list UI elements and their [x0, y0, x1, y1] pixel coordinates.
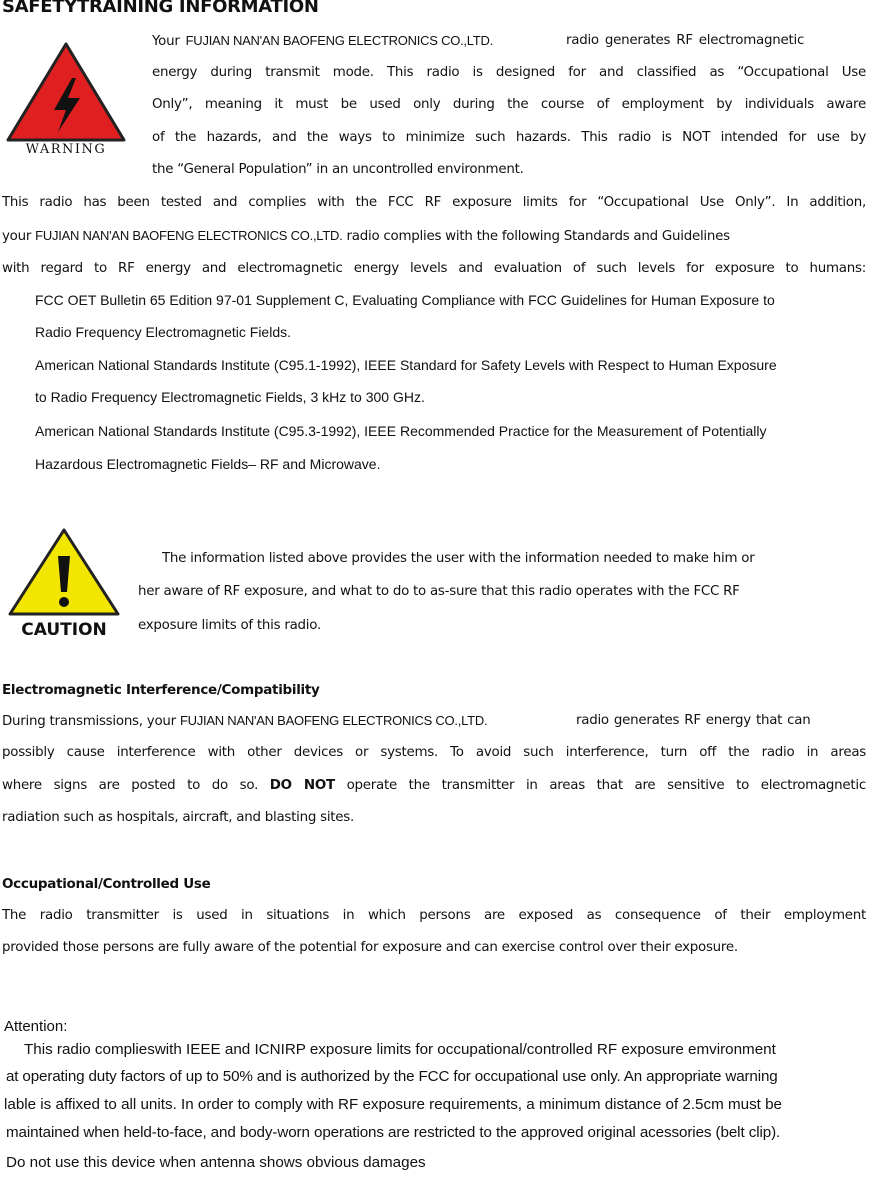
tested-your: your	[2, 229, 32, 244]
emi-line-3-end: operate the transmitter in areas that are sensitive to electromagnetic	[346, 778, 866, 793]
intro-line-3: Only”, meaning it must be used only during the course of employment by individuals aware	[152, 97, 866, 112]
occ-line-2: provided those persons are fully aware of the potential for exposure and can exercise control over their exposure.	[2, 940, 738, 955]
company-name: FUJIAN NAN'AN BAOFENG ELECTRONICS CO.,LTD.	[185, 33, 493, 48]
emi-line-3	[2, 778, 866, 793]
standard-line: FCC OET Bulletin 65 Edition 97-01 Supplement C, Evaluating Compliance with FCC Guidelines for Human Exposure to	[35, 292, 775, 308]
intro-line-1-end: radio generates RF electromagnetic	[566, 33, 805, 48]
tested-line-2	[2, 228, 730, 244]
emi-line-4: radiation such as hospitals, aircraft, and blasting sites.	[2, 810, 355, 825]
standard-line: American National Standards Institute (C95.3-1992), IEEE Recommended Practice for the Measurement of Potentially	[35, 423, 767, 439]
company-name: FUJIAN NAN'AN BAOFENG ELECTRONICS CO.,LTD.	[179, 713, 488, 728]
caution-line-1: The information listed above provides the user with the information needed to make him or	[162, 551, 755, 566]
attention-line: maintained when held-to-face, and body-worn operations are restricted to the approved original acessories (belt clip).	[6, 1124, 781, 1141]
caution-line-3: exposure limits of this radio.	[138, 618, 321, 633]
tested-line-3: with regard to RF energy and electromagnetic energy levels and evaluation of such levels for exposure to humans:	[2, 261, 866, 276]
caution-triangle-icon	[6, 526, 122, 638]
emi-heading: Electromagnetic Interference/Compatibility	[2, 682, 320, 698]
attention-label: Attention:	[4, 1018, 68, 1035]
occ-line-1: The radio transmitter is used in situations in which persons are exposed as consequence of their employment	[2, 908, 866, 923]
emi-line-2: possibly cause interference with other devices or systems. To avoid such interference, turn off the radio in areas	[2, 745, 866, 760]
intro-your: Your	[152, 34, 180, 49]
emi-line-1-end: radio generates RF energy that can	[576, 713, 811, 728]
emi-line-1-start: During transmissions, your	[2, 714, 176, 729]
occ-heading: Occupational/Controlled Use	[2, 876, 211, 892]
standard-line: Hazardous Electromagnetic Fields– RF and Microwave.	[35, 456, 381, 472]
caution-line-2: her aware of RF exposure, and what to do to as-sure that this radio operates with the FCC RF	[138, 584, 740, 599]
caution-label: CAUTION	[21, 620, 107, 638]
emi-line-3-start: where signs are posted to do so.	[2, 778, 259, 793]
tested-line-1: This radio has been tested and complies with the FCC RF exposure limits for “Occupational Use Only”. In addition,	[2, 195, 866, 210]
warning-triangle-icon	[4, 40, 128, 158]
intro-line-1	[152, 33, 493, 49]
standard-line: Radio Frequency Electromagnetic Fields.	[35, 324, 292, 340]
attention-line: This radio complieswith IEEE and ICNIRP exposure limits for occupational/controlled RF exposure emvironment	[24, 1041, 776, 1058]
intro-line-5: the “General Population” in an uncontrolled environment.	[152, 162, 524, 177]
warning-label: WARNING	[25, 142, 107, 157]
attention-line: at operating duty factors of up to 50% and is authorized by the FCC for occupational use only. An appropriate warning	[6, 1068, 778, 1085]
intro-line-4: of the hazards, and the ways to minimize such hazards. This radio is NOT intended for use by	[152, 130, 866, 145]
standard-line: to Radio Frequency Electromagnetic Fields, 3 kHz to 300 GHz.	[35, 389, 425, 405]
do-not-emphasis: DO NOT	[269, 778, 335, 793]
standard-line: American National Standards Institute (C95.1-1992), IEEE Standard for Safety Levels with Respect to Human Exposure	[35, 357, 777, 373]
intro-line-2: energy during transmit mode. This radio is designed for and classified as “Occupational Use	[152, 65, 866, 80]
company-name: FUJIAN NAN'AN BAOFENG ELECTRONICS CO.,LTD.	[35, 228, 343, 243]
emi-line-1	[2, 713, 487, 729]
page-title: SAFETYTRAINING INFORMATION	[2, 0, 319, 17]
attention-line: Do not use this device when antenna shows obvious damages	[6, 1154, 426, 1171]
attention-line: lable is affixed to all units. In order to comply with RF exposure requirements, a minimum distance of 2.5cm must be	[4, 1096, 782, 1113]
tested-line-2-end: radio complies with the following Standards and Guidelines	[346, 229, 730, 244]
